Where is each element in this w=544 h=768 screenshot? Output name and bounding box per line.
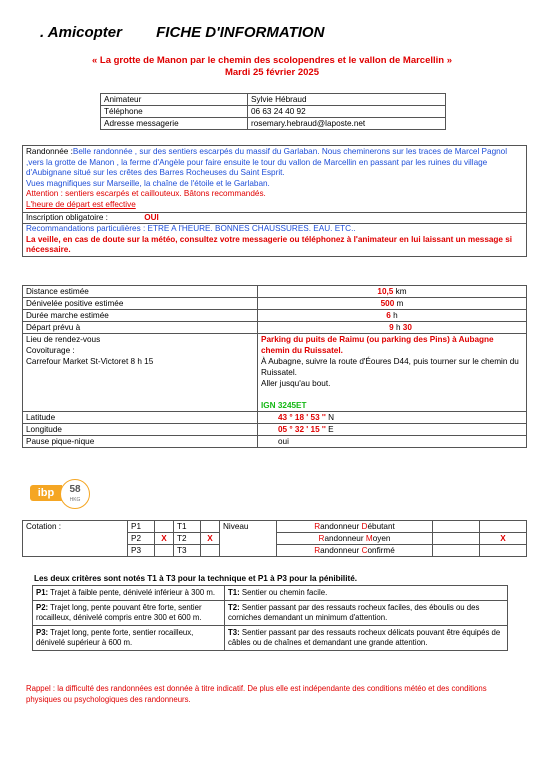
- distance-unit: km: [393, 287, 407, 296]
- depart-hour: 9: [389, 323, 394, 332]
- pause-label: Pause pique-nique: [23, 436, 258, 448]
- parking-text: Parking du puits de Raimu (ou parking des Pins) à Aubagne chemin du Ruissatel.: [261, 335, 494, 355]
- ibp-score-circle: [60, 479, 90, 509]
- p-level: P3: [128, 545, 155, 557]
- hike-title: « La grotte de Manon par le chemin des scolopendres et le vallon de Marcellin »: [91, 55, 453, 66]
- critere-row: P2: Trajet long, pente pouvant être forte, sentier rocailleux, dénivelé compris entre 300 et 600 m. T2: Sentier passant par des ressauts rocheux faciles, des éboulis ou des corniches demandant un minimum d'attention.: [33, 601, 508, 626]
- level-name: Randonneur Moyen: [277, 533, 433, 545]
- contact-value[interactable]: rosemary.hebraud@laposte.net: [248, 118, 446, 130]
- p2-text: Trajet long, pente pouvant être forte, sentier rocailleux, dénivelé compris entre 300 et 600 m.: [36, 603, 202, 622]
- contact-row: [101, 118, 446, 130]
- contact-row: [101, 106, 446, 118]
- critere-row: P1: Trajet à faible pente, dénivelé inférieur à 300 m. T1: Sentier ou chemin facile.: [33, 586, 508, 601]
- latitude-dir: N: [325, 413, 334, 422]
- niveau-label: Niveau: [220, 521, 277, 557]
- depart-row: [23, 322, 527, 334]
- document-header: [40, 24, 324, 41]
- recommandations-text: Recommandations particulières : ETRE A l'HEURE. BONNES CHAUSSURES. EAU. ETC..: [26, 224, 356, 234]
- randonnee-text: Belle randonnée , sur des sentiers escarpés du massif du Garlaban. Nous cheminerons sur les traces de Marcel Pagnol ,vers la grotte de Manon , la ferme d'Angèle pour faire ensuite le tour du vallon de Marcellin en passant par les ruines du village d'Aubignane situé sur les crêtes des Barres Rocheuses du Saint Esprit.: [26, 147, 508, 178]
- p-mark: [155, 521, 174, 533]
- page-title: FICHE D'INFORMATION: [156, 24, 325, 41]
- distance-value: 10,5: [377, 287, 394, 296]
- vues-text: Vues magnifiques sur Marseille, la chaîne de l'étoile et le Garlaban.: [26, 178, 270, 188]
- randonnee-label: Randonnée :: [26, 147, 73, 156]
- p1-text: Trajet à faible pente, dénivelé inférieur à 300 m.: [48, 588, 216, 597]
- rappel-note: Rappel : la difficulté des randonnées est donnée à titre indicatif. De plus elle est indépendante des conditions météo et des conditions physiques ou psychologiques des randonneurs.: [26, 684, 487, 704]
- recommandations-row: [23, 223, 526, 256]
- t-level: T2: [174, 533, 201, 545]
- veille-text: La veille, en cas de doute sur la météo, consultez votre messagerie ou téléphonez à l'animateur en lui laissant un message si nécessaire.: [26, 234, 513, 255]
- p-mark: [155, 545, 174, 557]
- heure-text: L'heure de départ est effective: [26, 199, 136, 209]
- duree-row: [23, 310, 527, 322]
- ibp-logo: ibp: [30, 485, 62, 501]
- level-mark: [480, 545, 527, 557]
- covoit-label: Covoiturage :: [26, 346, 75, 355]
- p-level: P2: [128, 533, 155, 545]
- aller-text: Aller jusqu'au bout.: [261, 379, 331, 388]
- contact-table: [100, 93, 446, 130]
- pause-value: oui: [258, 436, 527, 448]
- latitude-row: [23, 412, 527, 424]
- covoit-value: Carrefour Market St-Victoret 8 h 15: [26, 357, 154, 366]
- p3-text: Trajet long, pente forte, sentier rocailleux, dénivelé supérieur à 600 m.: [36, 628, 194, 647]
- p-level: P1: [128, 521, 155, 533]
- duree-value: 6: [386, 311, 391, 320]
- rdv-label: Lieu de rendez-vous: [26, 335, 101, 344]
- t3-text: Sentier passant par des ressauts rocheux délicats pouvant être équipés de câbles ou de chaînes et demandant une grande attention.: [228, 628, 501, 647]
- criteres-table: [32, 585, 508, 651]
- t2-text: Sentier passant par des ressauts rocheux faciles, des éboulis ou des corniches demandant un minimum d'attention.: [228, 603, 480, 622]
- distance-row: [23, 286, 527, 298]
- route-text: À Aubagne, suivre la route d'Éoures D44, puis tourner sur le chemin du Ruissatel.: [261, 357, 519, 377]
- t-mark: [201, 521, 220, 533]
- latitude-value: 43 ° 18 ' 53 '': [278, 413, 326, 422]
- contact-value: 06 63 24 40 92: [248, 106, 446, 118]
- depart-label: Départ prévu à: [23, 322, 258, 334]
- cotation-table: [22, 520, 527, 557]
- p-mark: X: [155, 533, 174, 545]
- contact-value: Sylvie Hébraud: [248, 94, 446, 106]
- longitude-row: [23, 424, 527, 436]
- inscription-row: [23, 212, 526, 224]
- rdv-row: [23, 334, 527, 412]
- denivelee-value: 500: [380, 299, 395, 308]
- level-mark: [480, 521, 527, 533]
- contact-label: Adresse messagerie: [101, 118, 248, 130]
- ibp-score: 58: [69, 484, 81, 495]
- level-mark: X: [480, 533, 527, 545]
- distance-label: Distance estimée: [23, 286, 258, 298]
- denivelee-label: Dénivelée positive estimée: [23, 298, 258, 310]
- t-level: T3: [174, 545, 201, 557]
- ign-map-ref: IGN 3245ET: [261, 401, 307, 410]
- hike-date: Mardi 25 février 2025: [224, 67, 319, 78]
- description-box: [22, 145, 527, 257]
- inscription-label: Inscription obligatoire :: [26, 212, 108, 222]
- denivelee-unit: m: [394, 299, 404, 308]
- details-table: [22, 285, 527, 448]
- description-section: [23, 146, 526, 212]
- denivelee-row: [23, 298, 527, 310]
- contact-row: [101, 94, 446, 106]
- contact-label: Téléphone: [101, 106, 248, 118]
- level-name: Randonneur Confirmé: [277, 545, 433, 557]
- inscription-value: OUI: [144, 212, 159, 222]
- level-name: Randonneur Débutant: [277, 521, 433, 533]
- cotation-row: [23, 521, 527, 533]
- pause-row: [23, 436, 527, 448]
- latitude-label: Latitude: [23, 412, 258, 424]
- duree-label: Durée marche estimée: [23, 310, 258, 322]
- depart-h: h: [393, 323, 403, 332]
- cotation-label: Cotation :: [23, 521, 128, 557]
- t-mark: X: [201, 533, 220, 545]
- longitude-value: 05 ° 32 ' 15 '': [278, 425, 326, 434]
- duree-unit: h: [390, 311, 398, 320]
- t1-text: Sentier ou chemin facile.: [239, 588, 328, 597]
- depart-min: 30: [402, 323, 412, 332]
- ibp-unit: HKG: [69, 497, 81, 503]
- criteres-intro: Les deux critères sont notés T1 à T3 pour la technique et P1 à P3 pour la pénibilité.: [34, 574, 358, 583]
- t-mark: [201, 545, 220, 557]
- org-name: . Amicopter: [40, 24, 122, 41]
- ibp-badge: [30, 479, 96, 507]
- longitude-dir: E: [325, 425, 334, 434]
- t-level: T1: [174, 521, 201, 533]
- longitude-label: Longitude: [23, 424, 258, 436]
- contact-label: Animateur: [101, 94, 248, 106]
- attention-text: Attention : sentiers escarpés et caillouteux. Bâtons recommandés.: [26, 189, 266, 199]
- critere-row: P3: Trajet long, pente forte, sentier rocailleux, dénivelé supérieur à 600 m. T3: Sentier passant par des ressauts rocheux délicats pouvant être équipés de câbles ou de chaînes et demandant une grande attention.: [33, 626, 508, 651]
